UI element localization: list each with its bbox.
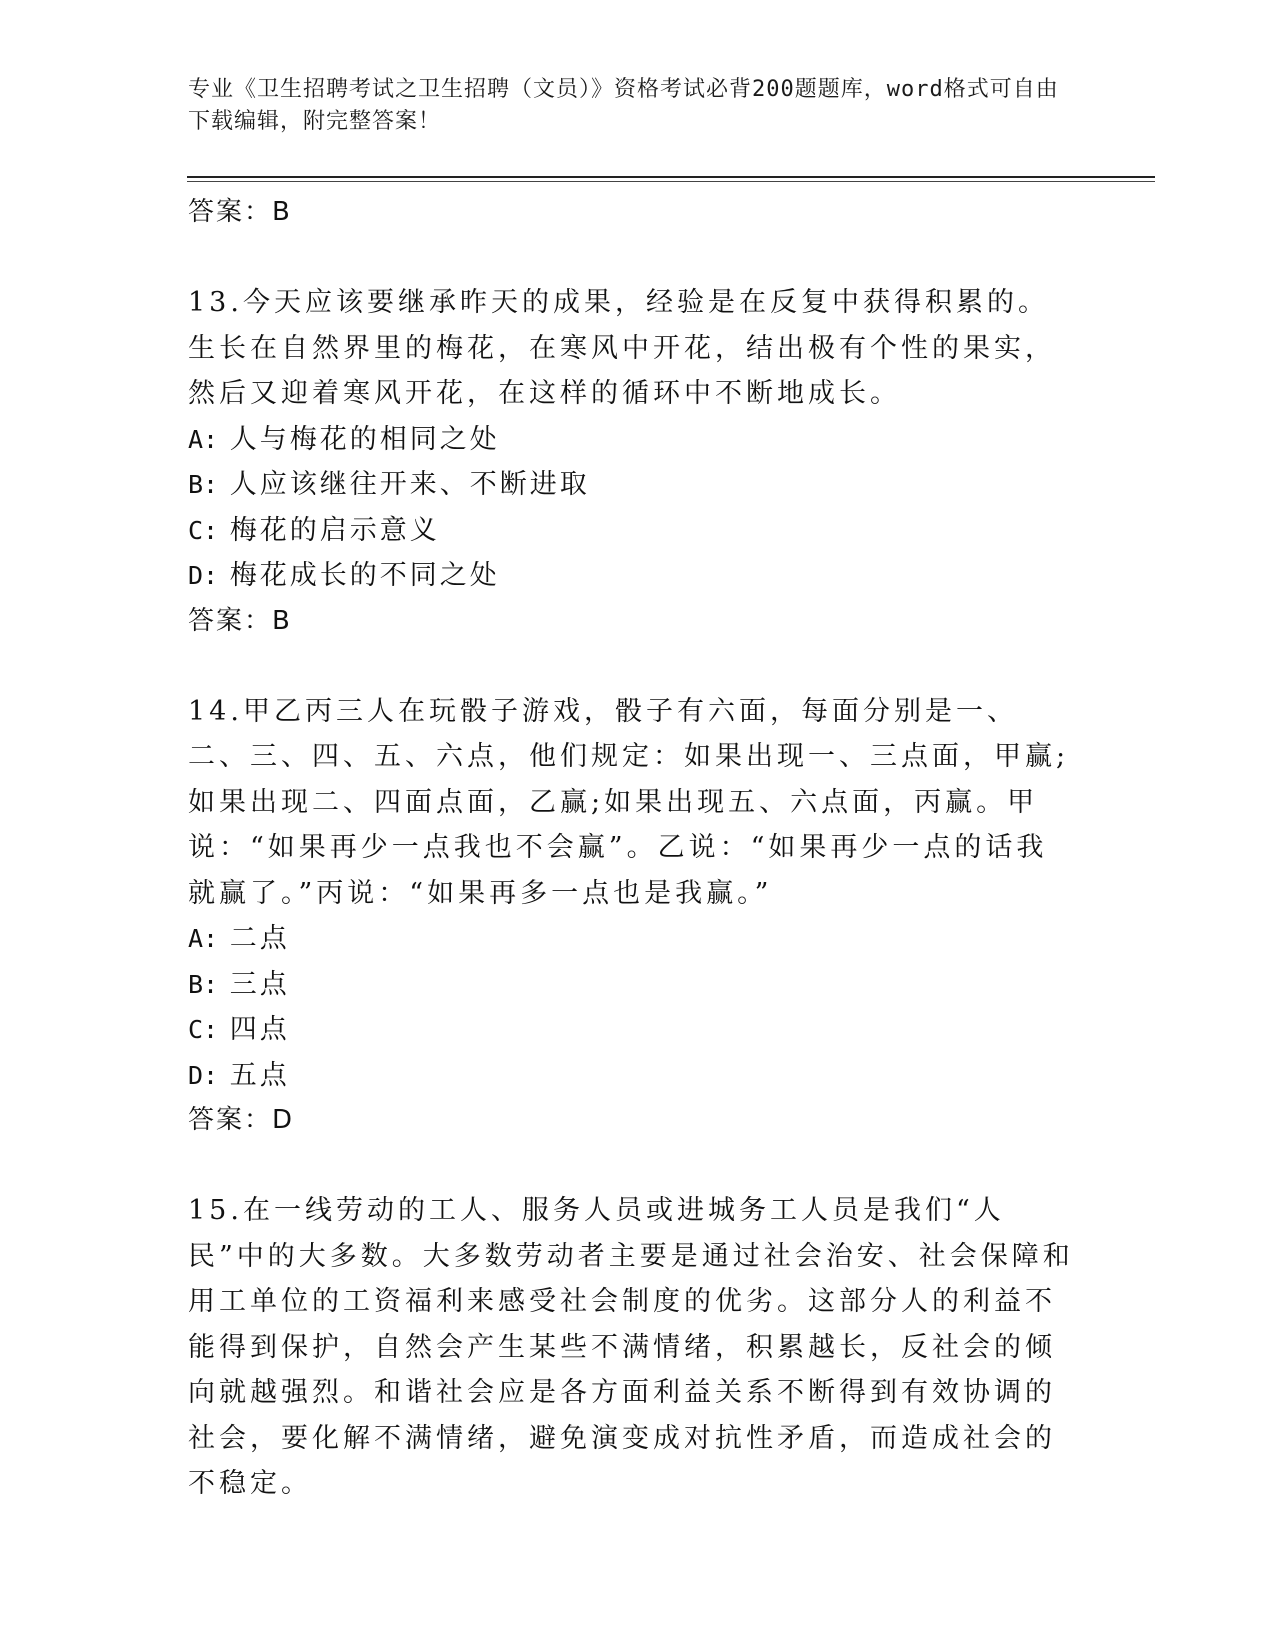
option-text: 梅花的启示意义 — [229, 514, 440, 546]
option-letter: D: — [188, 561, 219, 590]
option-b — [188, 462, 1078, 508]
option-c — [188, 508, 1078, 554]
option-letter: B: — [188, 470, 219, 499]
option-a — [188, 916, 1078, 962]
option-text: 二点 — [229, 923, 290, 954]
question-stem: 14.甲乙丙三人在玩骰子游戏，骰子有六面，每面分别是一、二、三、四、五、六点，他们规定：如果出现一、三点面，甲赢;如果出现二、四面点面，乙赢;如果出现五、六点面，丙赢。甲说：“如果再少一点我也不会赢”。乙说：“如果再少一点的话我就赢了。”丙说：“如果再多一点也是我赢。” — [188, 695, 1070, 909]
option-text: 三点 — [229, 968, 290, 1000]
main-content — [188, 186, 1078, 1507]
option-text: 人与梅花的相同之处 — [229, 423, 500, 455]
option-text: 梅花成长的不同之处 — [229, 560, 500, 591]
answer-line: 答案：B — [188, 605, 292, 636]
question-stem: 13.今天应该要继承昨天的成果，经验是在反复中获得积累的。生长在自然界里的梅花，在寒风中开花，结出极有个性的果实，然后又迎着寒风开花，在这样的循环中不断地成长。 — [188, 287, 1056, 409]
option-letter: B: — [188, 969, 219, 999]
option-c — [188, 1007, 1078, 1053]
option-a — [188, 417, 1078, 463]
option-d — [188, 1053, 1078, 1099]
option-d — [188, 553, 1078, 599]
answer-line: 答案：D — [188, 1105, 295, 1135]
option-letter: C: — [188, 515, 219, 545]
header-rule-thin — [187, 181, 1155, 182]
option-letter: A: — [188, 424, 219, 454]
question-15 — [188, 1188, 1078, 1507]
header-rule-thick — [187, 176, 1155, 178]
answer-line: 答案：B — [188, 197, 292, 227]
question-stem: 15.在一线劳动的工人、服务人员或进城务工人员是我们“人民”中的大多数。大多数劳动者主要是通过社会治安、社会保障和用工单位的工资福利来感受社会制度的优劣。这部分人的利益不能得到保护，自然会产生某些不满情绪，积累越长，反社会的倾向就越强烈。和谐社会应是各方面利益关系不断得到有效协调的社会，要化解不满情绪，避免演变成对抗性矛盾，而造成社会的不稳定。 — [188, 1195, 1074, 1499]
question-14 — [188, 689, 1078, 1143]
option-letter: D: — [188, 1060, 219, 1090]
page-header: 专业《卫生招聘考试之卫生招聘（文员）》资格考试必背200题题库，word格式可自由下载编辑，附完整答案！ — [188, 77, 1059, 134]
option-letter: C: — [188, 1015, 219, 1044]
option-letter: A: — [188, 924, 219, 953]
question-13 — [188, 280, 1078, 643]
option-text: 人应该继往开来、不断进取 — [229, 469, 590, 500]
option-b — [188, 962, 1078, 1008]
option-text: 四点 — [229, 1014, 290, 1045]
option-text: 五点 — [229, 1059, 290, 1091]
